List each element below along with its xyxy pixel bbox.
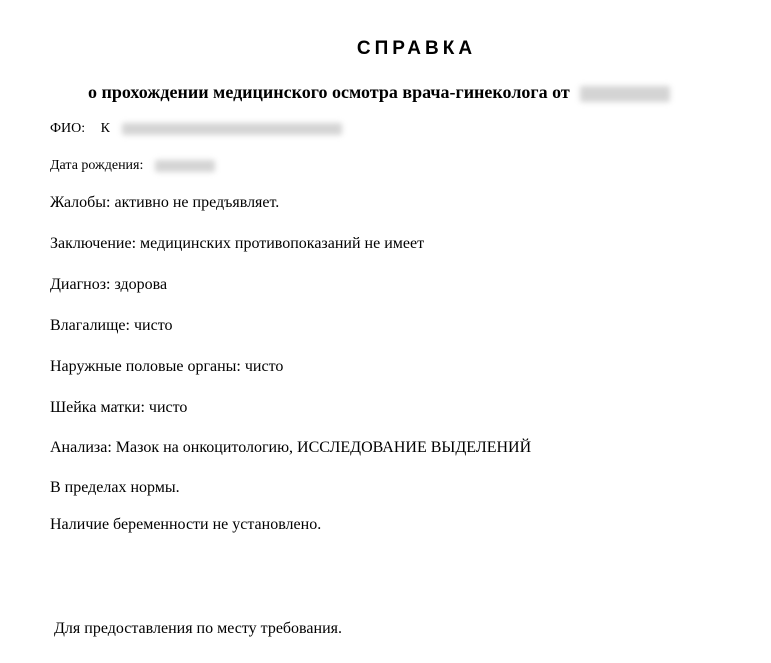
document-title: СПРАВКА [356,38,477,59]
redacted-date [580,86,670,102]
normal-range-line: В пределах нормы. [50,479,180,496]
diagnosis-line: Диагноз: здорова [50,276,168,293]
conclusion-line: Заключение: медицинских противопоказаний не имеет [50,235,425,252]
vagina-line: Влагалище: чисто [50,317,173,334]
redacted-name [122,123,342,135]
cervix-line: Шейка матки: чисто [50,399,188,416]
document-subtitle [88,82,670,103]
fio-initial: К [100,121,111,136]
pregnancy-line: Наличие беременности не установлено. [50,516,322,533]
analyses-line: Анализа: Мазок на онкоцитологию, ИССЛЕДОВАНИЕ ВЫДЕЛЕНИЙ [50,439,532,456]
fio-row [50,121,342,137]
subtitle-text: о прохождении медицинского осмотра врача-гинеколога от [88,82,570,102]
external-organs-line: Наружные половые органы: чисто [50,358,284,375]
dob-label: Дата рождения: [50,158,144,173]
complaints-line: Жалобы: активно не предъявляет. [50,194,280,211]
dob-row [50,158,215,174]
fio-label: ФИО: [50,121,86,136]
footer-note: Для предоставления по месту требования. [54,620,342,637]
redacted-dob [155,160,215,172]
